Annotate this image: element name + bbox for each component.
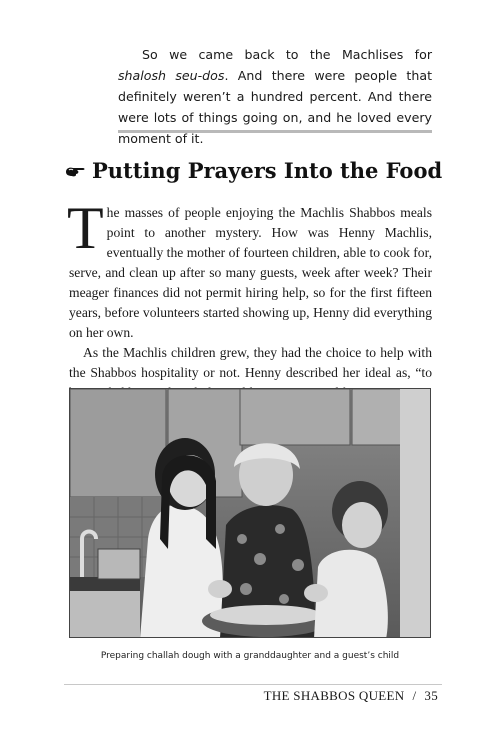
footer-divider (64, 684, 442, 685)
photo-illustration (70, 389, 431, 638)
quote-text-end: . And there were people that definitely weren’t a hundred percent. And there were lots of things going on, and he loved every moment of it. (118, 68, 433, 146)
block-quote (118, 44, 432, 149)
section-title: Putting Prayers Into the Food (92, 158, 443, 183)
photo-caption: Preparing challah dough with a granddaughter and a guest’s child (100, 651, 400, 661)
hand-pointer-ornament-icon (64, 164, 86, 178)
drop-cap: T (67, 195, 104, 261)
book-title: THE SHABBOS QUEEN (263, 688, 405, 703)
paragraph-1-text: he masses of people enjoying the Machlis Shabbos meals point to another mystery. How was Henny Machlis, eventually the mother of fourteen children, able to cook for, serve, and clean up after so many guests, week after week? Their meager finances did not permit hiring help, so for the first fifteen years, before volunteers started showing up, Henny did everything on her own. (69, 205, 432, 340)
quote-italic-term: shalosh seu-dos (118, 68, 225, 83)
section-heading (64, 158, 444, 183)
running-footer (264, 688, 438, 704)
footer-separator: / (412, 688, 417, 703)
body-text (67, 195, 432, 403)
quote-divider (118, 130, 432, 133)
quote-paragraph (118, 44, 432, 149)
photo-kitchen-challah (69, 388, 431, 638)
page-number: 35 (424, 688, 438, 703)
paragraph-2: As the Machlis children grew, they had the choice to help with the Shabbos hospitality or not. Henny described her ideal as, “to (69, 345, 432, 380)
paragraph-1 (67, 195, 432, 343)
quote-text-start: So we came back to the Machlises for (142, 47, 432, 62)
